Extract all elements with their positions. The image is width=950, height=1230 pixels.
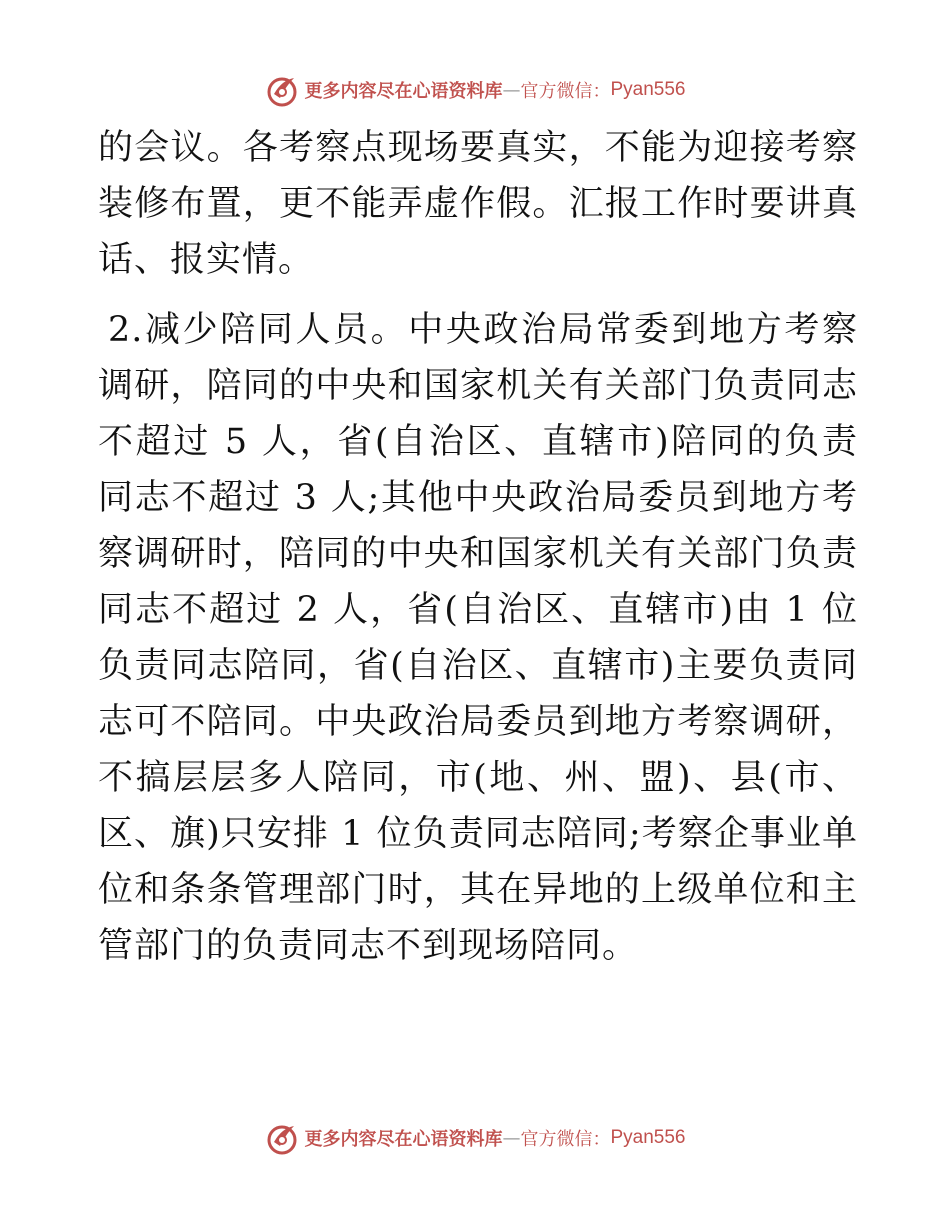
watermark-dash: — [502, 79, 521, 101]
watermark-main-text: 更多内容尽在心语资料库 [304, 1129, 503, 1150]
watermark-wechat-id: Pyan556 [610, 79, 686, 100]
watermark-main-text: 更多内容尽在心语资料库 [304, 81, 503, 102]
document-body [98, 120, 858, 974]
watermark-wechat-id: Pyan556 [610, 1127, 686, 1148]
brush-seal-icon [264, 72, 300, 108]
footer-watermark [0, 1118, 950, 1158]
brush-seal-icon [264, 1120, 300, 1156]
paragraph-reduce-escorts: 2.减少陪同人员。中央政治局常委到地方考察调研，陪同的中央和国家机关有关部门负责同志不超过 5 人，省(自治区、直辖市)陪同的负责同志不超过 3 人;其他中央政治局委员到地方考察调研时，陪同的中央和国家机关有关部门负责同志不超过 2 人，省(自治区、直辖市)由 1 位负责同志陪同，省(自治区、直辖市)主要负责同志可不陪同。中央政治局委员到地方考察调研，不搞层层多人陪同，市(地、州、盟)、县(市、区、旗)只安排 1 位负责同志陪同;考察企事业单位和条条管理部门时，其在异地的上级单位和主管部门的负责同志不到现场陪同。 [98, 310, 858, 966]
header-watermark [0, 70, 950, 110]
watermark-wechat-label: 官方微信： [520, 81, 611, 102]
watermark-wechat-label: 官方微信： [520, 1129, 611, 1150]
paragraph-continuation: 的会议。各考察点现场要真实，不能为迎接考察装修布置，更不能弄虚作假。汇报工作时要讲真话、报实情。 [98, 128, 858, 280]
watermark-dash: — [502, 1127, 521, 1149]
